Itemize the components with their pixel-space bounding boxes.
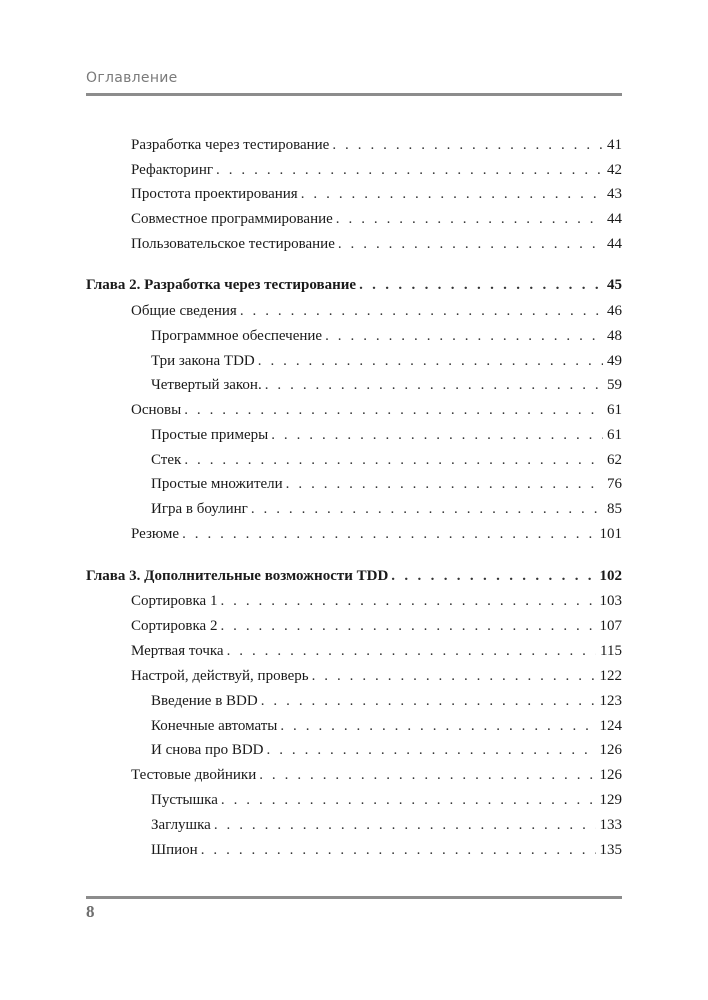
- toc-entry[interactable]: [151, 790, 622, 810]
- toc-leader-dots: [216, 160, 603, 180]
- toc-entry-title: Настрой, действуй, проверь: [131, 668, 309, 684]
- toc-leader-dots: [220, 591, 595, 611]
- toc-entry-page: 129: [599, 792, 622, 808]
- toc-entry-title: Шпион: [151, 842, 198, 858]
- toc-entry-page: 122: [599, 668, 622, 684]
- toc-entry-page: 76: [607, 476, 622, 492]
- toc-chapter-entry[interactable]: [86, 566, 622, 586]
- toc-entry[interactable]: [151, 474, 622, 494]
- toc-entry-page: 101: [599, 526, 622, 542]
- toc-entry-title: Пользовательское тестирование: [131, 236, 335, 252]
- toc-entry-page: 61: [607, 427, 622, 443]
- toc-entry-title: Простые примеры: [151, 427, 269, 443]
- toc-leader-dots: [184, 400, 603, 420]
- toc-leader-dots: [182, 524, 595, 544]
- toc-entry-page: 45: [607, 277, 622, 293]
- toc-entry[interactable]: [151, 499, 622, 519]
- toc-entry[interactable]: [131, 524, 622, 544]
- toc-leader-dots: [312, 666, 596, 686]
- page-number: 8: [86, 902, 95, 921]
- toc-leader-dots: [259, 765, 595, 785]
- toc-leader-dots: [271, 425, 603, 445]
- toc-entry-page: 85: [607, 501, 622, 517]
- toc-leader-dots: [267, 740, 596, 760]
- toc-leader-dots: [258, 351, 603, 371]
- toc-entry-title: Тестовые двойники: [131, 767, 257, 783]
- toc-entry-title: Сортировка 1: [131, 593, 218, 609]
- toc-entry-page: 107: [599, 618, 622, 634]
- toc-entry-page: 42: [607, 162, 622, 178]
- toc-entry-page: 123: [599, 693, 622, 709]
- toc-entry-title: И снова про BDD: [151, 742, 264, 758]
- toc-leader-dots: [227, 641, 596, 661]
- toc-leader-dots: [220, 616, 595, 636]
- toc-entry-title: Стек: [151, 452, 182, 468]
- toc-entry-title: Игра в боулинг: [151, 501, 248, 517]
- toc-leader-dots: [251, 499, 603, 519]
- toc-entry-title: Заглушка: [151, 817, 211, 833]
- toc-leader-dots: [280, 716, 595, 736]
- toc-entry-title: Простота проектирования: [131, 186, 298, 202]
- toc-entry[interactable]: [131, 234, 622, 254]
- toc-entry-title: Программное обеспечение: [151, 328, 323, 344]
- toc-entry[interactable]: [131, 666, 622, 686]
- toc-entry[interactable]: [131, 184, 622, 204]
- toc-entry-title: Разработка через тестирование: [131, 137, 330, 153]
- toc-entry-page: 46: [607, 303, 622, 319]
- toc-entry[interactable]: [131, 400, 622, 420]
- toc-entry[interactable]: [151, 691, 622, 711]
- toc-leader-dots: [261, 691, 596, 711]
- toc-entry[interactable]: [131, 301, 622, 321]
- toc-leader-dots: [221, 790, 596, 810]
- toc-leader-dots: [325, 326, 603, 346]
- toc-entry-page: 62: [607, 452, 622, 468]
- toc-entry[interactable]: [131, 160, 622, 180]
- toc-entry[interactable]: [131, 765, 622, 785]
- toc-entry-title: Три закона TDD: [151, 353, 255, 369]
- toc-entry-page: 103: [599, 593, 622, 609]
- toc-entry-title: Общие сведения: [131, 303, 237, 319]
- toc-entry-title: Введение в BDD: [151, 693, 258, 709]
- toc-entry-title: Совместное программирование: [131, 211, 333, 227]
- toc-entry-page: 124: [599, 718, 622, 734]
- toc-entry-title: Основы: [131, 402, 182, 418]
- toc-entry[interactable]: [151, 375, 622, 395]
- toc-entry[interactable]: [151, 425, 622, 445]
- toc-entry-page: 44: [607, 211, 622, 227]
- toc-entry[interactable]: [131, 209, 622, 229]
- toc-entry[interactable]: [131, 616, 622, 636]
- toc-entry-title: Рефакторинг: [131, 162, 214, 178]
- toc-entry[interactable]: [151, 840, 622, 860]
- toc-entry-title: Пустышка: [151, 792, 218, 808]
- toc-entry-title: Четвертый закон.: [151, 377, 262, 393]
- toc-leader-dots: [336, 209, 603, 229]
- running-header: Оглавление: [86, 70, 178, 86]
- toc-entry[interactable]: [151, 815, 622, 835]
- toc-entry-page: 126: [599, 742, 622, 758]
- toc-entry-title: Резюме: [131, 526, 180, 542]
- toc-entry-page: 41: [607, 137, 622, 153]
- toc-entry-title: Простые множители: [151, 476, 283, 492]
- toc-entry-page: 43: [607, 186, 622, 202]
- toc-entry[interactable]: [151, 716, 622, 736]
- toc-entry[interactable]: [151, 326, 622, 346]
- toc-leader-dots: [214, 815, 596, 835]
- toc-leader-dots: [332, 135, 603, 155]
- toc-entry-title: Мертвая точка: [131, 643, 224, 659]
- toc-entry[interactable]: [151, 450, 622, 470]
- toc-entry-page: 59: [607, 377, 622, 393]
- toc-chapter-entry[interactable]: [86, 275, 622, 295]
- toc-leader-dots: [240, 301, 603, 321]
- toc-leader-dots: [359, 275, 603, 295]
- footer-rule: [86, 896, 622, 899]
- toc-entry[interactable]: [151, 351, 622, 371]
- toc-leader-dots: [265, 375, 603, 395]
- toc-leader-dots: [184, 450, 603, 470]
- toc-entry-title: Сортировка 2: [131, 618, 218, 634]
- toc-leader-dots: [338, 234, 603, 254]
- toc-entry-title: Конечные автоматы: [151, 718, 278, 734]
- toc-entry-page: 135: [599, 842, 622, 858]
- toc-leader-dots: [301, 184, 603, 204]
- toc-entry-page: 44: [607, 236, 622, 252]
- toc-entry-page: 126: [599, 767, 622, 783]
- toc-entry-page: 133: [599, 817, 622, 833]
- toc-entry-page: 48: [607, 328, 622, 344]
- toc-leader-dots: [286, 474, 603, 494]
- toc-leader-dots: [201, 840, 596, 860]
- toc-leader-dots: [391, 566, 595, 586]
- toc-entry-page: 102: [599, 568, 622, 584]
- toc-entry-title: Глава 3. Дополнительные возможности TDD: [86, 568, 389, 584]
- toc-entry[interactable]: [131, 135, 622, 155]
- toc-entry-title: Глава 2. Разработка через тестирование: [86, 277, 357, 293]
- toc-entry-page: 61: [607, 402, 622, 418]
- toc-entry-page: 115: [600, 643, 622, 659]
- toc-entry-page: 49: [607, 353, 622, 369]
- toc-entry[interactable]: [151, 740, 622, 760]
- toc-entry[interactable]: [131, 591, 622, 611]
- toc-entry[interactable]: [131, 641, 622, 661]
